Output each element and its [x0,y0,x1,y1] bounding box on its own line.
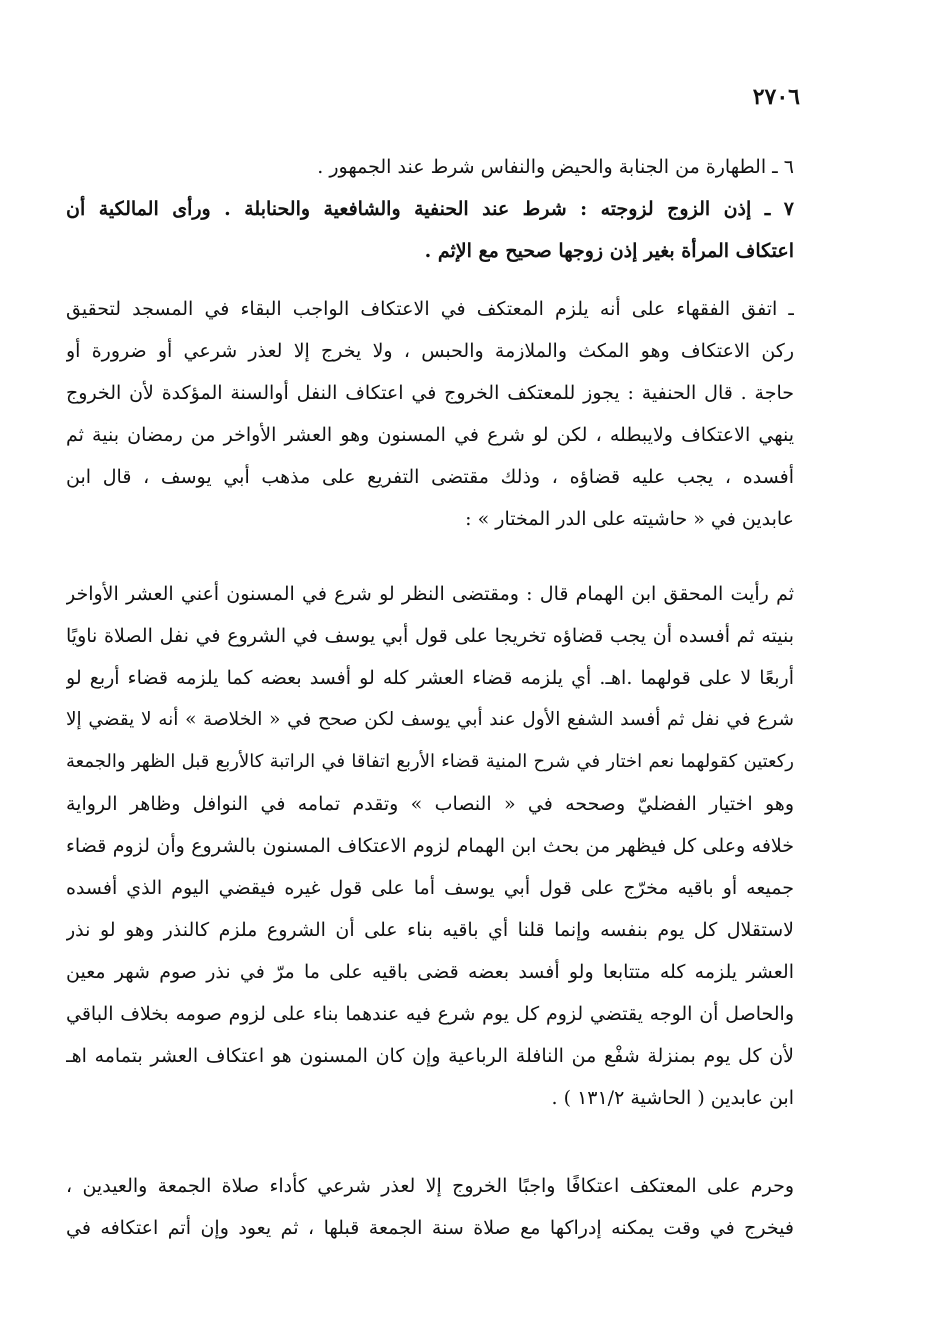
page-number: ٢٧٠٦ [752,84,800,110]
text-line: العشر يلزمه كله متتابعا ولو أفسد بعضه قضى باقيه على ما مرّ في نذر صوم شهر معين [66,961,794,983]
condition-item-7 [66,188,794,272]
text-line: وحرم على المعتكف اعتكافًا واجبًا الخروج إلا لعذر شرعي كأداء صلاة الجمعة والعيدين ، [66,1175,794,1197]
text-line: لاستقلال كل يوم بنفسه وإنما قلنا أي باقيه بناء على أن الشروع ملزم كالنذر وهو لو نذر [66,919,794,941]
text-line: ـ اتفق الفقهاء على أنه يلزم المعتكف في الاعتكاف الواجب البقاء في المسجد لتحقيق [66,298,794,320]
text-line: ركن الاعتكاف وهو المكث والملازمة والحبس ، ولا يخرج إلا لعذر شرعي أو ضرورة أو [66,340,794,362]
text-line: فيخرج في وقت يمكنه إدراكها مع صلاة سنة الجمعة قبلها ، ثم يعود وإن أتم اعتكافه في [66,1217,794,1239]
text-line: أفسده ، يجب عليه قضاؤه ، وذلك مقتضى التفريع على مذهب أبي يوسف ، قال ابن [66,466,794,488]
text-line: أربعًا لا على قولهما .اهـ. أي يلزمه قضاء العشر كله لو أفسد بعضه كما يلزمه قضاء أربع لو [66,667,794,689]
text-line: لأن كل يوم بمنزلة شفْع من النافلة الرباعية وإن كان المسنون هو اعتكاف العشر بتمامه اهـ [66,1045,794,1067]
text-line: ابن عابدين ( الحاشية ١٣١/٢ ) . [551,1087,794,1109]
text-line: ٧ ـ إذن الزوج لزوجته : شرط عند الحنفية والشافعية والحنابلة . ورأى المالكية أن [66,198,794,220]
text-line: حاجة . قال الحنفية : يجوز للمعتكف الخروج في اعتكاف النفل أوالسنة المؤكدة لأن الخروج [66,382,794,404]
text-line: شرع في نفل ثم أفسد الشفع الأول عند أبي يوسف لكن صحح في « الخلاصة » أنه لا يقضي إلا [66,709,794,730]
text-line: بنيته ثم أفسده أن يجب قضاؤه تخريجا على قول أبي يوسف في الشروع في نفل الصلاة ناويًا [66,625,794,647]
text-line: ٦ ـ الطهارة من الجنابة والحيض والنفاس شرط عند الجمهور . [317,156,794,178]
text-line: ركعتين كقولهما نعم اختار في شرح المنية قضاء الأربع اتفاقا في الراتبة كالأربع قبل الظهر والجمعة [66,751,794,772]
condition-item-6 [66,146,794,188]
text-line: والحاصل أن الوجه يقتضي لزوم كل يوم شرع فيه عندهما بناء على لزوم صومه بخلاف الباقي [66,1003,794,1025]
text-line: عابدين في « حاشيته على الدر المختار » : [465,508,794,530]
paragraph-agreement [66,288,794,540]
text-line: ثم رأيت المحقق ابن الهمام قال : ومقتضى النظر لو شرع في المسنون أعني العشر الأواخر [66,583,794,605]
text-line: اعتكاف المرأة بغير إذن زوجها صحيح مع الإثم . [424,240,794,262]
paragraph-exit-rules [66,1165,794,1249]
text-line: وهو اختيار الفضليّ وصححه في « النصاب » وتقدم تمامه في النوافل وظاهر الرواية [66,793,794,815]
text-line: جميعه أو باقيه مخرّج على قول أبي يوسف أما على قول غيره فيقضي اليوم الذي أفسده [66,877,794,899]
text-line: ينهي الاعتكاف ولايبطله ، لكن لو شرع في المسنون وهو العشر الأواخر من رمضان بنية ثم [66,424,794,446]
paragraph-quotation [66,573,794,1119]
numbered-conditions [66,146,794,272]
text-line: خلافه وعلى كل فيظهر من بحث ابن الهمام لزوم الاعتكاف المسنون بالشروع وأن لزوم قضاء [66,835,794,857]
